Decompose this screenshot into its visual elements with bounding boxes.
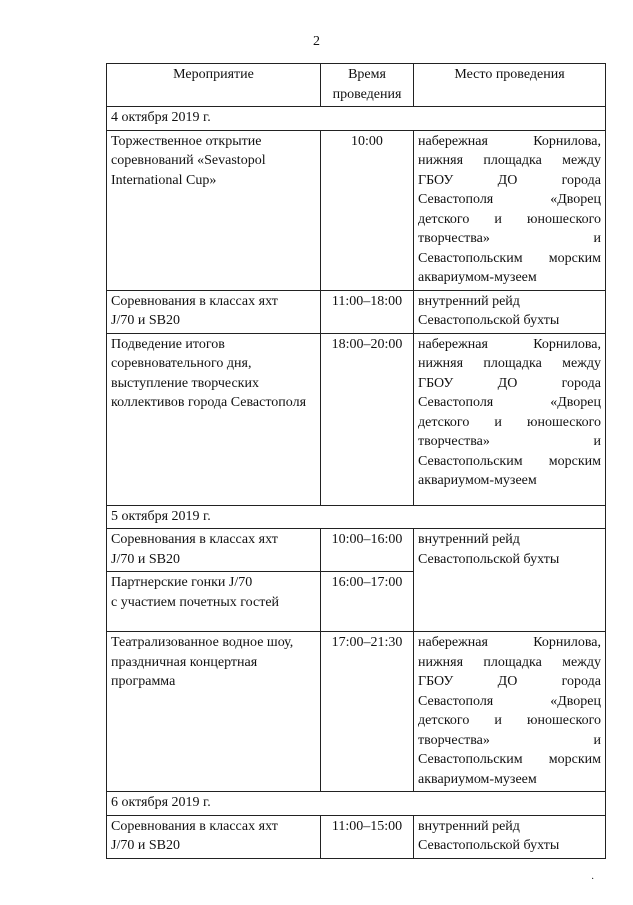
place-line: нижняя площадка между bbox=[418, 654, 601, 670]
header-event: Мероприятие bbox=[107, 64, 321, 107]
place-cell bbox=[414, 632, 606, 792]
event-line: программа bbox=[111, 674, 176, 689]
date-cell: 4 октября 2019 г. bbox=[107, 107, 606, 131]
header-time bbox=[321, 64, 414, 107]
event-line: выступление творческих bbox=[111, 375, 259, 391]
place-line: Севастополя «Дворец bbox=[418, 395, 601, 410]
event-cell bbox=[107, 815, 321, 858]
time-cell: 10:00 bbox=[321, 130, 414, 290]
place-line: набережная Корнилова, bbox=[418, 635, 601, 650]
event-line: коллективов города Севастополя bbox=[111, 395, 307, 410]
place-line: творчества» и bbox=[418, 231, 601, 246]
event-cell bbox=[107, 130, 321, 290]
place-line: внутренний рейд bbox=[418, 532, 520, 547]
place-line: нижняя площадка между bbox=[418, 356, 601, 371]
event-cell bbox=[107, 529, 321, 572]
place-cell bbox=[414, 333, 606, 505]
date-cell: 5 октября 2019 г. bbox=[107, 505, 606, 529]
event-line: Соревнования в классах яхт bbox=[111, 532, 278, 547]
place-line: детского и юношеского bbox=[418, 713, 601, 728]
place-cell bbox=[414, 130, 606, 290]
table-row bbox=[107, 333, 606, 505]
time-cell: 10:00–16:00 bbox=[321, 529, 414, 572]
event-line: с участием почетных гостей bbox=[111, 594, 280, 610]
event-line: Подведение итогов bbox=[111, 336, 225, 352]
date-row-day1 bbox=[107, 107, 606, 131]
event-line: Торжественное открытие bbox=[111, 133, 262, 149]
event-line: Соревнования в классах яхт bbox=[111, 293, 278, 309]
table-row bbox=[107, 290, 606, 333]
table-row bbox=[107, 529, 606, 572]
event-line: праздничная концертная bbox=[111, 654, 258, 670]
event-line: соревнований «Sevastopol bbox=[111, 153, 266, 168]
header-time-line2: проведения bbox=[332, 86, 402, 102]
place-line: внутренний рейд bbox=[418, 818, 520, 834]
place-line: набережная Корнилова, bbox=[418, 133, 601, 149]
place-line: ГБОУ ДО города bbox=[418, 375, 601, 391]
table-row bbox=[107, 130, 606, 290]
event-cell bbox=[107, 572, 321, 632]
header-time-line1: Время bbox=[348, 67, 386, 82]
event-line: соревновательного дня, bbox=[111, 356, 252, 371]
place-line: ГБОУ ДО города bbox=[418, 674, 601, 689]
event-cell bbox=[107, 632, 321, 792]
page-mark: · bbox=[591, 874, 595, 885]
event-line: Партнерские гонки J/70 bbox=[111, 575, 253, 590]
page-number: 2 bbox=[313, 34, 320, 49]
header-row bbox=[107, 64, 606, 107]
event-line: Театрализованное водное шоу, bbox=[111, 635, 294, 650]
event-cell bbox=[107, 333, 321, 505]
time-cell: 17:00–21:30 bbox=[321, 632, 414, 792]
place-cell bbox=[414, 529, 606, 632]
event-cell bbox=[107, 290, 321, 333]
date-cell: 6 октября 2019 г. bbox=[107, 792, 606, 816]
place-line: Севастопольским морским bbox=[418, 250, 601, 266]
place-line: детского и юношеского bbox=[418, 414, 601, 430]
place-line: набережная Корнилова, bbox=[418, 336, 601, 352]
time-cell: 11:00–15:00 bbox=[321, 815, 414, 858]
place-line: ГБОУ ДО города bbox=[418, 172, 601, 188]
date-row-day3 bbox=[107, 792, 606, 816]
table-row bbox=[107, 815, 606, 858]
event-line: Соревнования в классах яхт bbox=[111, 818, 278, 834]
place-line: Севастопольским морским bbox=[418, 453, 601, 469]
place-line: аквариумом-музеем bbox=[418, 771, 537, 787]
place-line: творчества» и bbox=[418, 732, 601, 748]
place-line: внутренний рейд bbox=[418, 293, 520, 309]
time-cell: 16:00–17:00 bbox=[321, 572, 414, 632]
place-line: детского и юношеского bbox=[418, 211, 601, 227]
place-line: нижняя площадка между bbox=[418, 153, 601, 168]
place-line: аквариумом-музеем bbox=[418, 473, 537, 488]
place-line: Севастопольской бухты bbox=[418, 838, 560, 853]
place-cell bbox=[414, 290, 606, 333]
place-line: Севастополя «Дворец bbox=[418, 192, 601, 207]
event-line: J/70 и SB20 bbox=[111, 313, 180, 328]
place-line: Севастопольской бухты bbox=[418, 551, 560, 567]
schedule-table bbox=[106, 63, 606, 859]
event-line: J/70 и SB20 bbox=[111, 551, 180, 567]
header-place: Место проведения bbox=[414, 64, 606, 107]
place-line: аквариумом-музеем bbox=[418, 270, 537, 285]
event-line: J/70 и SB20 bbox=[111, 838, 180, 853]
time-cell: 11:00–18:00 bbox=[321, 290, 414, 333]
event-line: International Cup» bbox=[111, 172, 217, 188]
place-line: Севастополя «Дворец bbox=[418, 693, 601, 709]
date-row-day2 bbox=[107, 505, 606, 529]
place-line: творчества» и bbox=[418, 434, 601, 449]
place-cell bbox=[414, 815, 606, 858]
table-row bbox=[107, 632, 606, 792]
place-line: Севастопольской бухты bbox=[418, 313, 560, 328]
place-line: Севастопольским морским bbox=[418, 752, 601, 767]
time-cell: 18:00–20:00 bbox=[321, 333, 414, 505]
